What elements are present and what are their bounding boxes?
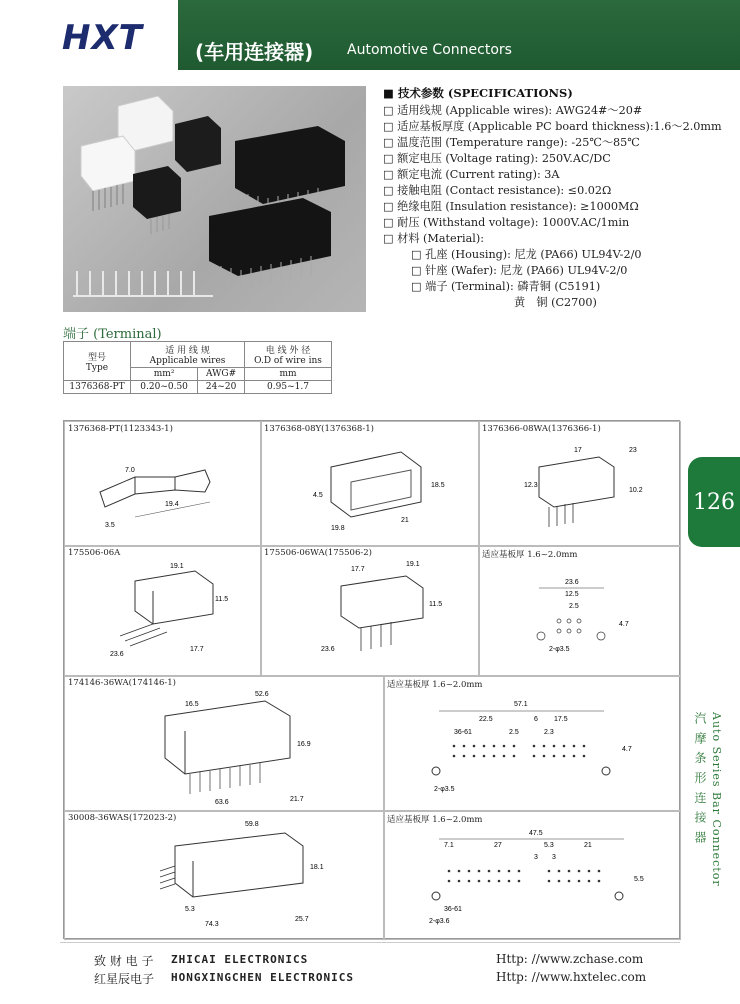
svg-text:2-φ3.5: 2-φ3.5	[434, 786, 455, 793]
unit-cell: mm²	[131, 368, 198, 381]
svg-text:74.3: 74.3	[205, 921, 219, 928]
spec-item: □ 适应基板厚度 (Applicable PC board thickness):1.6～2.0mm	[383, 120, 722, 133]
specs-heading: ■ 技术参数 (SPECIFICATIONS)	[383, 86, 573, 100]
svg-text:21: 21	[584, 842, 592, 849]
drawing-label: 174146-36WA(174146-1)	[68, 678, 176, 688]
svg-text:4.7: 4.7	[622, 746, 632, 753]
drawing-label: 175506-06A	[68, 548, 121, 558]
svg-text:25.7: 25.7	[295, 916, 309, 923]
table-header	[245, 342, 332, 368]
page-number: 126	[693, 490, 735, 515]
drawing-cell	[478, 421, 681, 547]
drawing-label: 175506-06WA(175506-2)	[264, 548, 372, 558]
svg-text:16.5: 16.5	[185, 701, 199, 708]
svg-text:21: 21	[401, 517, 409, 524]
spec-item: □ 耐压 (Withstand voltage): 1000V.AC/1min	[383, 216, 630, 229]
spec-item: □ 额定电流 (Current rating): 3A	[383, 168, 560, 181]
svg-text:3.5: 3.5	[105, 522, 115, 529]
spec-material: □ 孔座 (Housing): 尼龙 (PA66) UL94V-2/0	[411, 248, 642, 261]
drawing-label: 适应基板厚 1.6~2.0mm	[387, 680, 483, 690]
terminal-strip	[73, 271, 213, 296]
svg-text:57.1: 57.1	[514, 701, 528, 708]
drawing-label: 30008-36WAS(172023-2)	[68, 813, 177, 823]
page-header	[0, 0, 740, 70]
svg-text:5.3: 5.3	[185, 906, 195, 913]
svg-text:3: 3	[552, 854, 556, 861]
drawing-label: 适应基板厚 1.6~2.0mm	[482, 550, 578, 560]
svg-text:18.1: 18.1	[310, 864, 324, 871]
spec-material: 黄 铜 (C2700)	[514, 296, 597, 309]
svg-text:19.1: 19.1	[170, 563, 184, 570]
table-header	[131, 342, 245, 368]
drawing-grid	[63, 420, 680, 939]
svg-text:52.6: 52.6	[255, 691, 269, 698]
drawing-cell	[64, 421, 262, 547]
svg-text:5.5: 5.5	[634, 876, 644, 883]
side-title-en: Auto Series Bar Connector	[710, 712, 723, 887]
footer-divider	[60, 942, 680, 943]
svg-text:17: 17	[574, 447, 582, 454]
svg-text:2-φ3.6: 2-φ3.6	[429, 918, 450, 925]
side-title-cn: 汽 摩 条 形 连 接 器	[693, 712, 707, 845]
spec-material: □ 针座 (Wafer): 尼龙 (PA66) UL94V-2/0	[411, 264, 628, 277]
svg-text:23.6: 23.6	[565, 579, 579, 586]
spec-item: □ 绝缘电阻 (Insulation resistance): ≥1000MΩ	[383, 200, 639, 213]
svg-text:19.4: 19.4	[165, 501, 179, 508]
svg-text:22.5: 22.5	[479, 716, 493, 723]
svg-text:23.6: 23.6	[110, 651, 124, 658]
svg-text:12.3: 12.3	[524, 482, 538, 489]
svg-text:19.1: 19.1	[406, 561, 420, 568]
terminal-title: 端子 (Terminal)	[63, 327, 162, 342]
svg-text:17.7: 17.7	[351, 566, 365, 573]
table-cell: 1376368-PT	[64, 381, 131, 394]
svg-text:2.5: 2.5	[509, 729, 519, 736]
svg-text:10.2: 10.2	[629, 487, 643, 494]
svg-text:59.8: 59.8	[245, 821, 259, 828]
unit-cell: AWG#	[198, 368, 245, 381]
svg-text:7.1: 7.1	[444, 842, 454, 849]
svg-text:17.7: 17.7	[190, 646, 204, 653]
svg-text:11.5: 11.5	[429, 601, 443, 608]
title-english: Automotive Connectors	[347, 42, 512, 58]
footer-company-cn: 致 财 电 子	[94, 954, 154, 968]
svg-text:6: 6	[534, 716, 538, 723]
drawing-label: 1376368-08Y(1376368-1)	[264, 424, 374, 434]
svg-text:18.5: 18.5	[431, 482, 445, 489]
svg-text:23: 23	[629, 447, 637, 454]
drawing-cell	[383, 810, 681, 940]
spec-item: □ 适用线规 (Applicable wires): AWG24#～20#	[383, 104, 643, 117]
drawing-cell	[260, 545, 480, 677]
drawing-cell	[383, 675, 681, 812]
table-row	[64, 381, 332, 394]
svg-text:3: 3	[534, 854, 538, 861]
svg-text:17.5: 17.5	[554, 716, 568, 723]
drawing-cell	[478, 545, 681, 677]
svg-text:21.7: 21.7	[290, 796, 304, 803]
header-wires-en: Applicable wires	[149, 356, 226, 366]
footer-company-en: HONGXINGCHEN ELECTRONICS	[171, 971, 354, 984]
drawing-label: 适应基板厚 1.6~2.0mm	[387, 815, 483, 825]
footer-company-en: ZHICAI ELECTRONICS	[171, 953, 309, 966]
drawing-label: 1376368-PT(1123343-1)	[68, 424, 173, 434]
brand-logo: HXT	[62, 18, 143, 58]
svg-text:2.3: 2.3	[544, 729, 554, 736]
svg-text:63.6: 63.6	[215, 799, 229, 806]
header-od-en: O.D of wire ins	[254, 356, 322, 366]
svg-text:23.6: 23.6	[321, 646, 335, 653]
footer-company-cn: 红星辰电子	[94, 972, 155, 986]
header-model-en: Type	[85, 362, 109, 373]
svg-text:36-61: 36-61	[444, 906, 462, 913]
svg-text:5.3: 5.3	[544, 842, 554, 849]
table-cell: 0.20~0.50	[131, 381, 198, 394]
header-od: 电 线 外 径	[265, 346, 311, 356]
svg-text:2-φ3.5: 2-φ3.5	[549, 646, 570, 653]
svg-text:2.5: 2.5	[569, 603, 579, 610]
svg-text:19.8: 19.8	[331, 525, 345, 532]
table-header	[64, 342, 131, 381]
spec-item: □ 接触电阻 (Contact resistance): ≤0.02Ω	[383, 184, 612, 197]
spec-item: □ 材料 (Material):	[383, 232, 484, 245]
footer-url-link[interactable]: Http: //www.hxtelec.com	[496, 970, 647, 984]
title-chinese: (车用连接器)	[195, 40, 314, 64]
drawing-cell	[260, 421, 480, 547]
svg-text:36-61: 36-61	[454, 729, 472, 736]
drawing-cell	[64, 810, 385, 940]
table-cell: 0.95~1.7	[245, 381, 332, 394]
svg-text:11.5: 11.5	[215, 596, 229, 603]
svg-text:7.0: 7.0	[125, 467, 135, 474]
drawing-cell	[64, 545, 262, 677]
svg-text:12.5: 12.5	[565, 591, 579, 598]
drawing-label: 1376366-08WA(1376366-1)	[482, 424, 601, 434]
svg-text:16.9: 16.9	[297, 741, 311, 748]
table-cell: 24~20	[198, 381, 245, 394]
drawing-cell	[64, 675, 385, 812]
svg-text:27: 27	[494, 842, 502, 849]
svg-text:4.7: 4.7	[619, 621, 629, 628]
svg-text:4.5: 4.5	[313, 492, 323, 499]
svg-text:47.5: 47.5	[529, 830, 543, 837]
table-row	[64, 342, 332, 368]
header-model: 型号	[87, 352, 106, 363]
spec-material: □ 端子 (Terminal): 磷青铜 (C5191)	[411, 280, 601, 293]
product-photo	[63, 86, 366, 312]
unit-cell: mm	[245, 368, 332, 381]
spec-item: □ 温度范围 (Temperature range): -25℃～85℃	[383, 136, 640, 149]
terminal-table	[63, 341, 332, 394]
header-wires: 适 用 线 规	[165, 346, 210, 356]
spec-item: □ 额定电压 (Voltage rating): 250V.AC/DC	[383, 152, 611, 165]
footer-url-link[interactable]: Http: //www.zchase.com	[496, 952, 644, 966]
